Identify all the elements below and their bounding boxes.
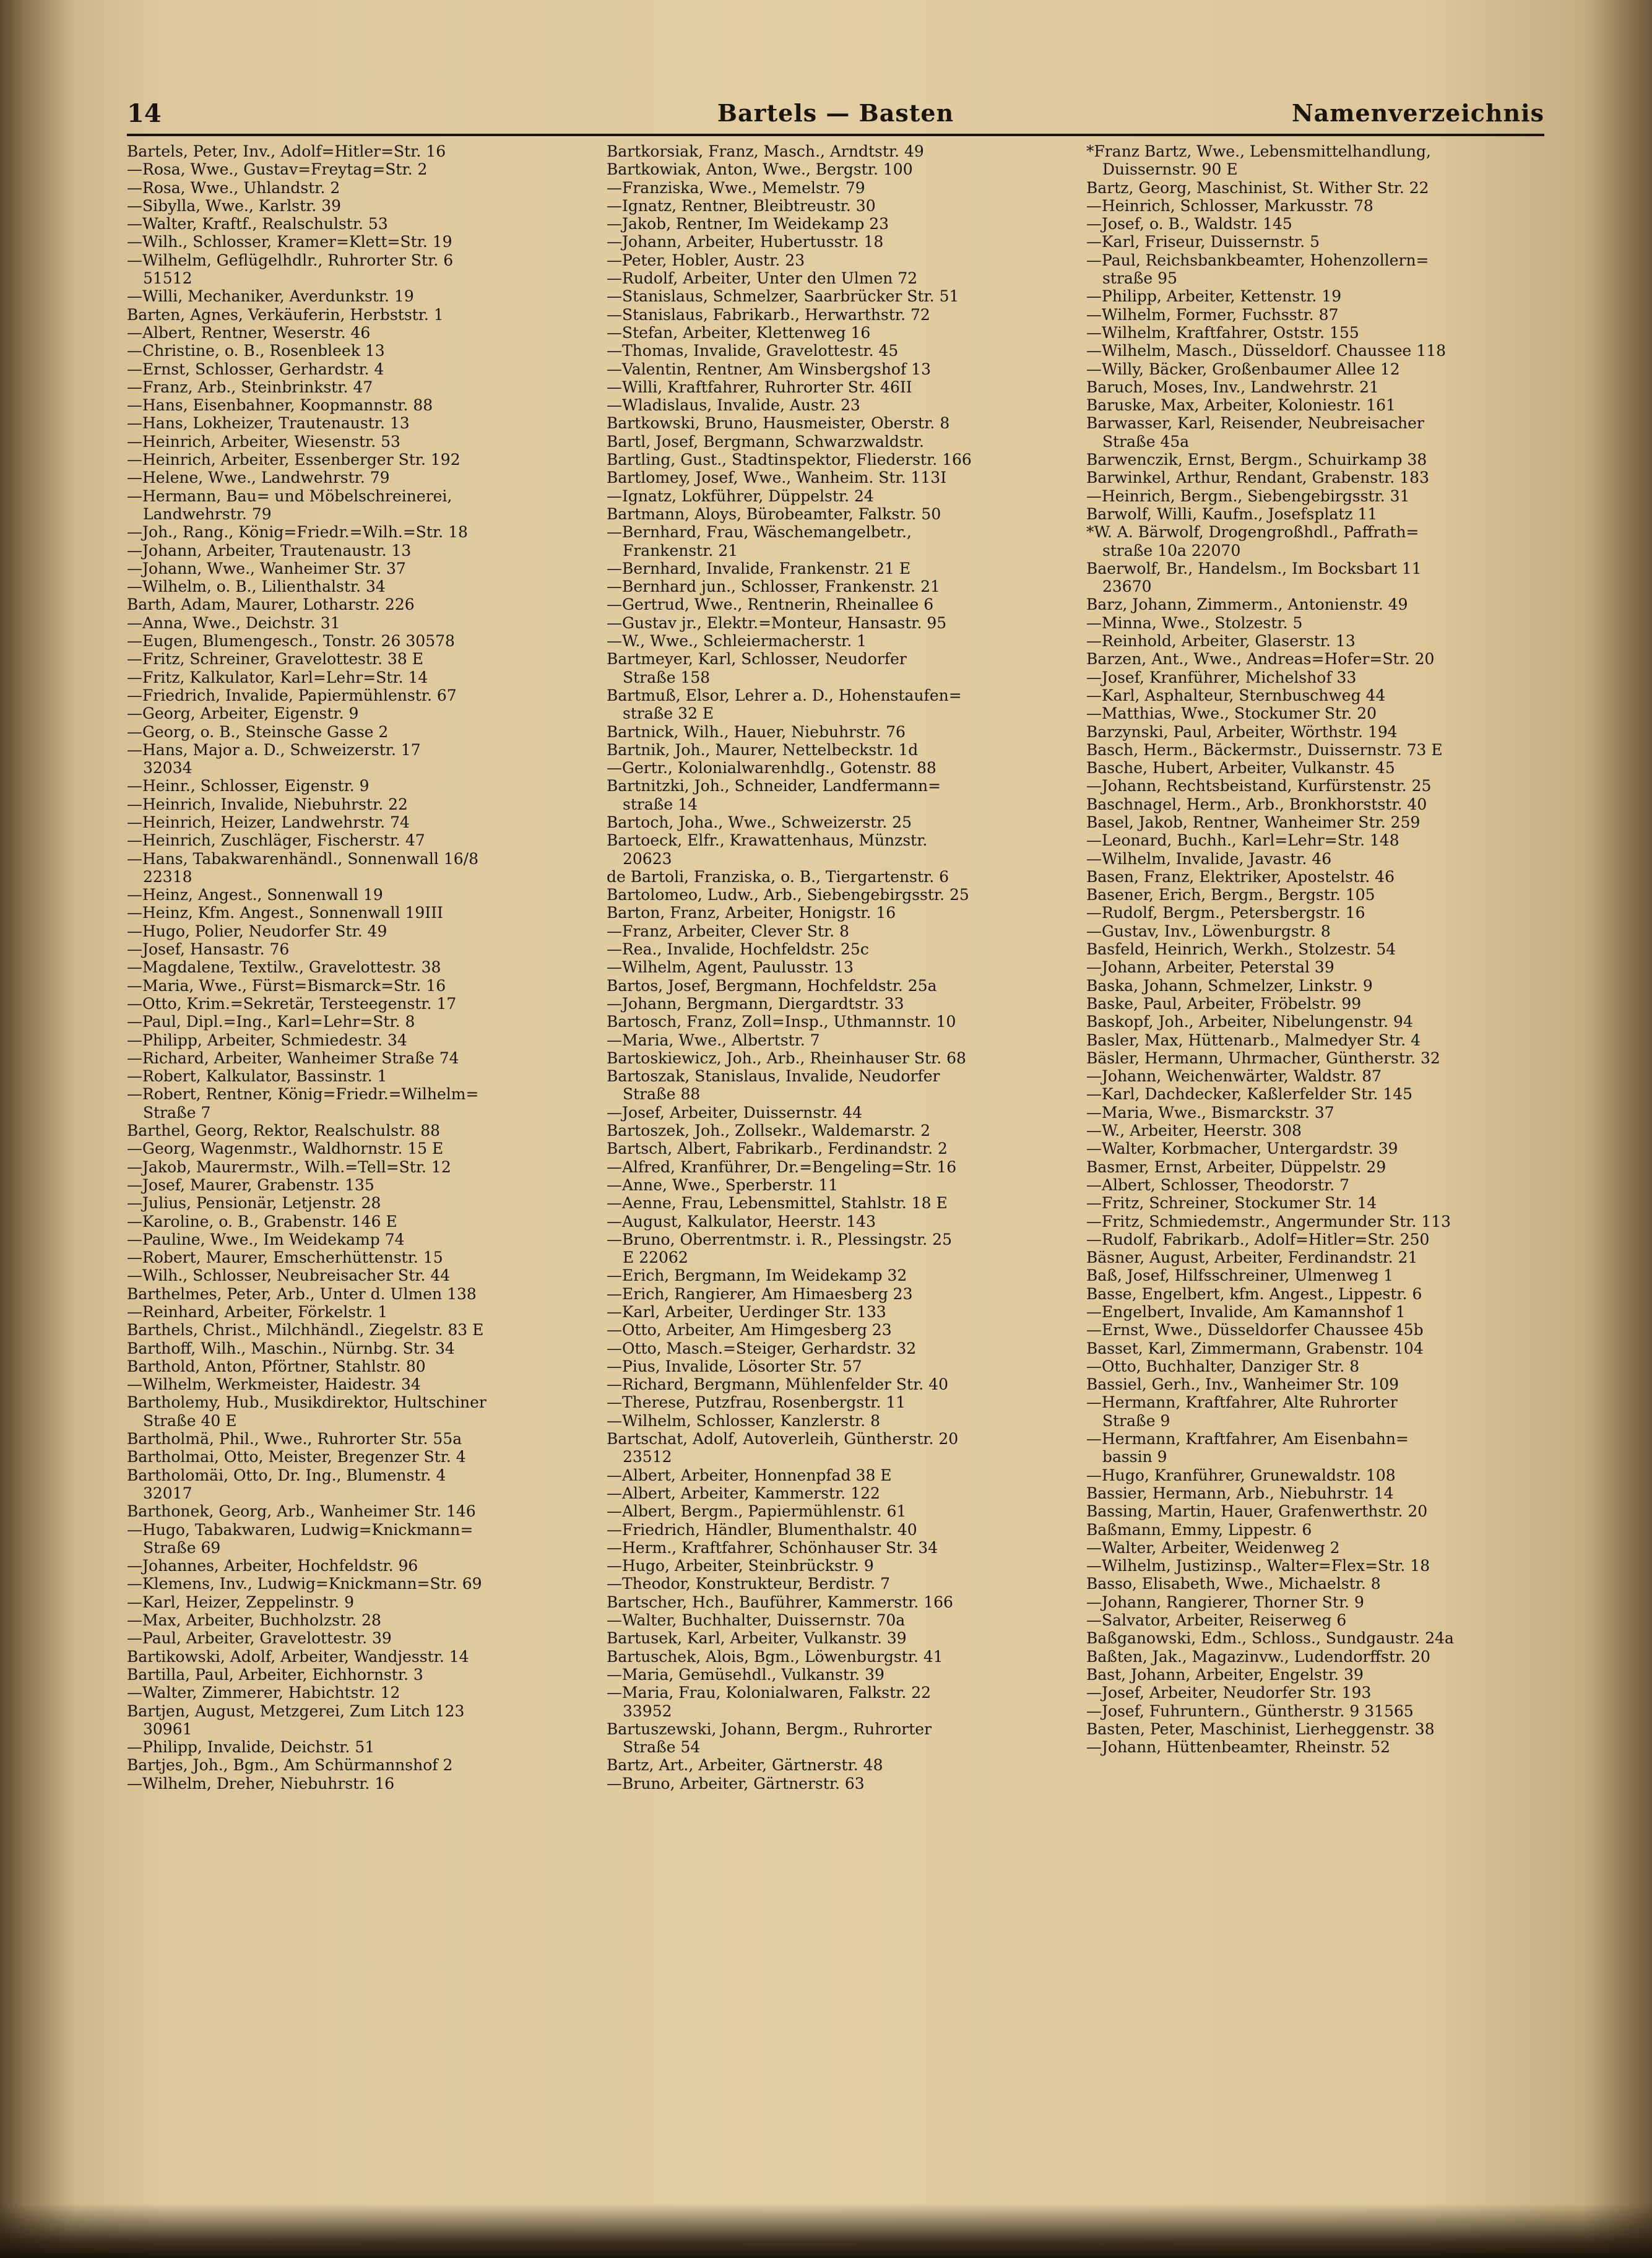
page-number: 14	[127, 99, 162, 128]
directory-entry: Bartuschek, Alois, Bgm., Löwenburgstr. 41	[607, 1647, 943, 1666]
directory-entry: —Herm., Kraftfahrer, Schönhauser Str. 34	[607, 1538, 938, 1557]
directory-entry: 30961	[143, 1719, 192, 1738]
directory-entry: —Johann, Arbeiter, Trautenaustr. 13	[127, 541, 412, 560]
section-title: Namenverzeichnis	[1291, 99, 1544, 127]
directory-entry: —Johann, Wwe., Wanheimer Str. 37	[127, 559, 406, 577]
directory-entry: —Thomas, Invalide, Gravelottestr. 45	[607, 342, 899, 360]
directory-entry: —Georg, o. B., Steinsche Gasse 2	[127, 722, 389, 741]
directory-entry: Baska, Johann, Schmelzer, Linkstr. 9	[1086, 976, 1373, 995]
directory-entry: Baßmann, Emmy, Lippestr. 6	[1086, 1520, 1312, 1539]
directory-entry: —Ignatz, Lokführer, Düppelstr. 24	[607, 487, 874, 505]
directory-entry: —Bernhard, Frau, Wäschemangelbetr.,	[607, 523, 912, 542]
directory-entry: —Walter, Zimmerer, Habichtstr. 12	[127, 1684, 400, 1702]
directory-entry: —Wilhelm, o. B., Lilienthalstr. 34	[127, 577, 386, 596]
directory-entry: straße 32 E	[623, 704, 714, 723]
column-1	[127, 142, 585, 1793]
directory-entry: Bartholmä, Phil., Wwe., Ruhrorter Str. 55a	[127, 1430, 462, 1448]
directory-entry: Bartels, Peter, Inv., Adolf=Hitler=Str. 16	[127, 142, 446, 160]
directory-entry: —Walter, Kraftf., Realschulstr. 53	[127, 215, 388, 233]
directory-entry: —Johann, Arbeiter, Hubertusstr. 18	[607, 233, 884, 251]
directory-entry: —Heinrich, Bergm., Siebengebirgsstr. 31	[1086, 487, 1410, 505]
directory-entry: straße 95	[1102, 269, 1177, 288]
directory-entry: Bartling, Gust., Stadtinspektor, Fliederstr. 166	[607, 451, 972, 469]
directory-entry: Barwenczik, Ernst, Bergm., Schuirkamp 38	[1086, 451, 1427, 469]
directory-entry: —Aenne, Frau, Lebensmittel, Stahlstr. 18 E	[607, 1194, 948, 1213]
directory-entry: —Valentin, Rentner, Am Winsbergshof 13	[607, 360, 931, 378]
directory-entry: —Julius, Pensionär, Letjenstr. 28	[127, 1194, 381, 1213]
directory-entry: E 22062	[623, 1248, 688, 1267]
directory-entry: —Paul, Dipl.=Ing., Karl=Lehr=Str. 8	[127, 1013, 415, 1031]
directory-entry: —Franz, Arbeiter, Clever Str. 8	[607, 922, 850, 940]
directory-entry: —Philipp, Arbeiter, Kettenstr. 19	[1086, 287, 1342, 306]
directory-entry: Bassing, Martin, Hauer, Grafenwerthstr. 20	[1086, 1502, 1428, 1521]
directory-entry: —Wilhelm, Invalide, Javastr. 46	[1086, 849, 1332, 868]
directory-entry: —Joh., Rang., König=Friedr.=Wilh.=Str. 18	[127, 523, 468, 542]
directory-entry: Barthold, Anton, Pförtner, Stahlstr. 80	[127, 1357, 426, 1375]
directory-entry: —Bruno, Oberrentmstr. i. R., Plessingstr. 25	[607, 1230, 952, 1248]
directory-entry: —Bernhard, Invalide, Frankenstr. 21 E	[607, 559, 911, 577]
directory-entry: Baruch, Moses, Inv., Landwehrstr. 21	[1086, 378, 1379, 396]
directory-entry: —Josef, Arbeiter, Duissernstr. 44	[607, 1103, 863, 1122]
directory-entry: —Willy, Bäcker, Großenbaumer Allee 12	[1086, 360, 1400, 378]
directory-entry: *Franz Bartz, Wwe., Lebensmittelhandlung,	[1086, 142, 1431, 160]
column-3	[1086, 142, 1544, 1756]
directory-entry: Barwasser, Karl, Reisender, Neubreisacher	[1086, 414, 1424, 433]
directory-entry: Bassier, Hermann, Arb., Niebuhrstr. 14	[1086, 1484, 1394, 1502]
directory-entry: —August, Kalkulator, Heerstr. 143	[607, 1212, 876, 1231]
directory-entry: Bartoch, Joha., Wwe., Schweizerstr. 25	[607, 813, 912, 831]
directory-entry: Baß, Josef, Hilfsschreiner, Ulmenweg 1	[1086, 1266, 1394, 1285]
directory-entry: —Alfred, Kranführer, Dr.=Bengeling=Str. 16	[607, 1157, 957, 1176]
directory-entry: —Wilh., Schlosser, Neubreisacher Str. 44	[127, 1266, 451, 1285]
directory-entry: —Franz, Arb., Steinbrinkstr. 47	[127, 378, 373, 396]
directory-entry: —Fritz, Schreiner, Stockumer Str. 14	[1086, 1194, 1377, 1213]
directory-entry: Bartschat, Adolf, Autoverleih, Güntherstr. 20	[607, 1430, 959, 1448]
directory-entry: Barwolf, Willi, Kaufm., Josefsplatz 11	[1086, 504, 1378, 523]
directory-entry: —Gertrud, Wwe., Rentnerin, Rheinallee 6	[607, 595, 934, 614]
directory-entry: 23670	[1102, 577, 1152, 596]
directory-entry: Bartkowiak, Anton, Wwe., Bergstr. 100	[607, 160, 913, 179]
directory-entry: —Paul, Arbeiter, Gravelottestr. 39	[127, 1629, 392, 1648]
directory-entry: —Heinz, Kfm. Angest., Sonnenwall 19III	[127, 904, 443, 922]
directory-entry: —Anne, Wwe., Sperberstr. 11	[607, 1175, 839, 1194]
directory-entry: —Helene, Wwe., Landwehrstr. 79	[127, 469, 390, 487]
directory-entry: Bartuszewski, Johann, Bergm., Ruhrorter	[607, 1719, 932, 1738]
directory-entry: Bartolomeo, Ludw., Arb., Siebengebirgsstr. 25	[607, 886, 969, 904]
directory-entry: —Bruno, Arbeiter, Gärtnerstr. 63	[607, 1774, 865, 1793]
directory-entry: de Bartoli, Franziska, o. B., Tiergartenstr. 6	[607, 867, 949, 886]
directory-entry: Bartmann, Aloys, Bürobeamter, Falkstr. 50	[607, 504, 941, 523]
directory-entry: Basfeld, Heinrich, Werkh., Stolzestr. 54	[1086, 940, 1396, 959]
directory-entry: —Johann, Bergmann, Diergardtstr. 33	[607, 994, 904, 1013]
directory-entry: —Pius, Invalide, Lösorter Str. 57	[607, 1357, 862, 1375]
directory-entry: —Friedrich, Invalide, Papiermühlenstr. 67	[127, 686, 457, 704]
directory-entry: Baschnagel, Herm., Arb., Bronkhorststr. 40	[1086, 795, 1427, 813]
directory-entry: Baskopf, Joh., Arbeiter, Nibelungenstr. 94	[1086, 1013, 1413, 1031]
directory-entry: Barten, Agnes, Verkäuferin, Herbststr. 1	[127, 305, 444, 324]
directory-entry: —Wilhelm, Agent, Paulusstr. 13	[607, 958, 854, 977]
directory-entry: —W., Wwe., Schleiermacherstr. 1	[607, 632, 867, 651]
directory-entry: Bartl, Josef, Bergmann, Schwarzwaldstr.	[607, 432, 924, 451]
directory-entry: —Paul, Reichsbankbeamter, Hohenzollern=	[1086, 251, 1429, 269]
directory-entry: —Willi, Kraftfahrer, Ruhrorter Str. 46II	[607, 378, 912, 396]
directory-entry: —Maria, Gemüsehdl., Vulkanstr. 39	[607, 1665, 884, 1684]
directory-entry: —Heinz, Angest., Sonnenwall 19	[127, 886, 383, 904]
directory-entry: —Wladislaus, Invalide, Austr. 23	[607, 396, 860, 415]
page-edge-shadow	[0, 2204, 1652, 2258]
directory-entry: —Christine, o. B., Rosenbleek 13	[127, 342, 385, 360]
directory-entry: —Engelbert, Invalide, Am Kamannshof 1	[1086, 1303, 1406, 1321]
directory-entry: Straße 69	[143, 1538, 221, 1557]
directory-entry: Straße 45a	[1102, 432, 1190, 451]
directory-entry: —Gustav, Inv., Löwenburgstr. 8	[1086, 922, 1331, 940]
directory-entry: —Wilhelm, Justizinsp., Walter=Flex=Str. 18	[1086, 1557, 1430, 1575]
directory-entry: —Philipp, Arbeiter, Schmiedestr. 34	[127, 1031, 407, 1049]
running-head: Bartels — Basten	[717, 99, 954, 127]
directory-entry: —Fritz, Schmiedemstr., Angermunder Str. 113	[1086, 1212, 1451, 1231]
directory-entry: Bartjen, August, Metzgerei, Zum Litch 123	[127, 1702, 465, 1720]
directory-entry: —Reinhold, Arbeiter, Glaserstr. 13	[1086, 632, 1356, 651]
directory-entry: straße 10a 22070	[1102, 541, 1241, 560]
directory-entry: —Ernst, Wwe., Düsseldorfer Chaussee 45b	[1086, 1321, 1424, 1339]
directory-entry: —Albert, Rentner, Weserstr. 46	[127, 323, 371, 342]
directory-entry: —Hermann, Bau= und Möbelschreinerei,	[127, 487, 452, 505]
directory-entry: Barthels, Christ., Milchhändl., Ziegelstr. 83 E	[127, 1321, 484, 1339]
directory-entry: —Salvator, Arbeiter, Reiserweg 6	[1086, 1611, 1347, 1630]
directory-entry: Basse, Engelbert, kfm. Angest., Lippestr. 6	[1086, 1284, 1422, 1303]
directory-entry: —Willi, Mechaniker, Averdunkstr. 19	[127, 287, 414, 306]
directory-entry: —Erich, Rangierer, Am Himaesberg 23	[607, 1284, 913, 1303]
directory-entry: Bartoskiewicz, Joh., Arb., Rheinhauser Str. 68	[607, 1049, 966, 1067]
directory-entry: 20623	[623, 849, 672, 868]
directory-entry: —Maria, Wwe., Bismarckstr. 37	[1086, 1103, 1334, 1122]
directory-entry: —Josef, Kranführer, Michelshof 33	[1086, 668, 1357, 686]
directory-entry: —Franziska, Wwe., Memelstr. 79	[607, 178, 865, 197]
directory-entry: Bartmeyer, Karl, Schlosser, Neudorfer	[607, 650, 907, 668]
directory-entry: —Stanislaus, Fabrikarb., Herwarthstr. 72	[607, 305, 930, 324]
directory-entry: Bartoszak, Stanislaus, Invalide, Neudorfer	[607, 1067, 940, 1086]
directory-entry: Baruske, Max, Arbeiter, Koloniestr. 161	[1086, 396, 1396, 415]
directory-entry: —Rea., Invalide, Hochfeldstr. 25c	[607, 940, 869, 959]
directory-entry: —Rosa, Wwe., Uhlandstr. 2	[127, 178, 340, 197]
directory-entry: —Johann, Rechtsbeistand, Kurfürstenstr. 25	[1086, 777, 1432, 795]
directory-entry: —Hugo, Polier, Neudorfer Str. 49	[127, 922, 387, 940]
directory-entry: —Maria, Wwe., Albertstr. 7	[607, 1031, 820, 1049]
directory-entry: Straße 7	[143, 1103, 211, 1122]
directory-entry: Bartos, Josef, Bergmann, Hochfeldstr. 25a	[607, 976, 937, 995]
directory-entry: Basso, Elisabeth, Wwe., Michaelstr. 8	[1086, 1575, 1381, 1593]
directory-entry: 23512	[623, 1448, 672, 1466]
directory-entry: —Jakob, Rentner, Im Weidekamp 23	[607, 215, 889, 233]
directory-entry: Barwinkel, Arthur, Rendant, Grabenstr. 183	[1086, 469, 1429, 487]
directory-entry: —Eugen, Blumengesch., Tonstr. 26 30578	[127, 632, 455, 651]
directory-entry: Bartnitzki, Joh., Schneider, Landfermann=	[607, 777, 941, 795]
directory-entry: Bartosch, Franz, Zoll=Insp., Uthmannstr. 10	[607, 1013, 956, 1031]
directory-entry: —Richard, Bergmann, Mühlenfelder Str. 40	[607, 1375, 949, 1394]
directory-entry: Basche, Hubert, Arbeiter, Vulkanstr. 45	[1086, 759, 1395, 777]
directory-entry: —Heinrich, Zuschläger, Fischerstr. 47	[127, 831, 425, 850]
directory-entry: 32017	[143, 1484, 192, 1502]
directory-entry: —Gustav jr., Elektr.=Monteur, Hansastr. 95	[607, 613, 947, 632]
directory-entry: —Wilhelm, Masch., Düsseldorf. Chaussee 118	[1086, 342, 1447, 360]
directory-entry: —Therese, Putzfrau, Rosenbergstr. 11	[607, 1393, 906, 1412]
directory-entry: Bartkowski, Bruno, Hausmeister, Oberstr. 8	[607, 414, 950, 433]
directory-entry: —Bernhard jun., Schlosser, Frankenstr. 21	[607, 577, 940, 596]
directory-entry: —Friedrich, Händler, Blumenthalstr. 40	[607, 1520, 917, 1539]
directory-entry: —Albert, Schlosser, Theodorstr. 7	[1086, 1175, 1350, 1194]
directory-entry: Barthel, Georg, Rektor, Realschulstr. 88	[127, 1122, 441, 1140]
directory-entry: Basel, Jakob, Rentner, Wanheimer Str. 259	[1086, 813, 1421, 831]
directory-entry: —Karoline, o. B., Grabenstr. 146 E	[127, 1212, 397, 1231]
directory-entry: —Heinrich, Heizer, Landwehrstr. 74	[127, 813, 410, 831]
directory-entry: —Johann, Weichenwärter, Waldstr. 87	[1086, 1067, 1382, 1086]
directory-entry: Bartmuß, Elsor, Lehrer a. D., Hohenstaufen=	[607, 686, 962, 704]
directory-entry: —Heinrich, Arbeiter, Essenberger Str. 192	[127, 451, 461, 469]
directory-entry: Basler, Max, Hüttenarb., Malmedyer Str. 4	[1086, 1031, 1421, 1049]
directory-entry: Bartkorsiak, Franz, Masch., Arndtstr. 49	[607, 142, 924, 160]
directory-entry: *W. A. Bärwolf, Drogengroßhdl., Paffrath=	[1086, 523, 1419, 542]
directory-entry: Barth, Adam, Maurer, Lotharstr. 226	[127, 595, 415, 614]
directory-entry: —Josef, o. B., Waldstr. 145	[1086, 215, 1292, 233]
directory-entry: Bartjes, Joh., Bgm., Am Schürmannshof 2	[127, 1756, 453, 1775]
directory-entry: 32034	[143, 759, 192, 777]
directory-entry: Bartholemy, Hub., Musikdirektor, Hultschiner	[127, 1393, 487, 1412]
directory-entry: —Albert, Arbeiter, Kammerstr. 122	[607, 1484, 880, 1502]
directory-entry: —Heinrich, Schlosser, Markusstr. 78	[1086, 196, 1373, 215]
directory-entry: —Johannes, Arbeiter, Hochfeldstr. 96	[127, 1557, 418, 1575]
directory-entry: —Heinrich, Invalide, Niebuhrstr. 22	[127, 795, 408, 813]
directory-entry: Bartholmai, Otto, Meister, Bregenzer Str. 4	[127, 1448, 466, 1466]
directory-entry: —Fritz, Schreiner, Gravelottestr. 38 E	[127, 650, 424, 668]
directory-entry: —Peter, Hobler, Austr. 23	[607, 251, 805, 269]
directory-entry: —Max, Arbeiter, Buchholzstr. 28	[127, 1611, 381, 1630]
directory-entry: Basset, Karl, Zimmermann, Grabenstr. 104	[1086, 1339, 1424, 1357]
directory-entry: Bartholomäi, Otto, Dr. Ing., Blumenstr. 4	[127, 1466, 446, 1484]
directory-entry: —Maria, Frau, Kolonialwaren, Falkstr. 22	[607, 1684, 932, 1702]
directory-entry: Bäsler, Hermann, Uhrmacher, Güntherstr. 32	[1086, 1049, 1440, 1067]
directory-entry: —Ignatz, Rentner, Bleibtreustr. 30	[607, 196, 876, 215]
directory-entry: Bassiel, Gerh., Inv., Wanheimer Str. 109	[1086, 1375, 1399, 1394]
directory-entry: —Otto, Buchhalter, Danziger Str. 8	[1086, 1357, 1360, 1375]
directory-entry: —Reinhard, Arbeiter, Förkelstr. 1	[127, 1303, 388, 1321]
directory-entry: —Johann, Rangierer, Thorner Str. 9	[1086, 1593, 1364, 1611]
directory-entry: —Karl, Arbeiter, Uerdinger Str. 133	[607, 1303, 886, 1321]
directory-entry: —Johann, Hüttenbeamter, Rheinstr. 52	[1086, 1738, 1391, 1757]
directory-entry: —Josef, Hansastr. 76	[127, 940, 290, 959]
directory-entry: —Robert, Kalkulator, Bassinstr. 1	[127, 1067, 387, 1086]
page-content	[127, 99, 1544, 1793]
directory-entry: Barthelmes, Peter, Arb., Unter d. Ulmen 138	[127, 1284, 477, 1303]
directory-entry: bassin 9	[1102, 1448, 1167, 1466]
directory-entry: —Hugo, Tabakwaren, Ludwig=Knickmann=	[127, 1520, 474, 1539]
directory-entry: Barzen, Ant., Wwe., Andreas=Hofer=Str. 20	[1086, 650, 1435, 668]
directory-entry: Basener, Erich, Bergm., Bergstr. 105	[1086, 886, 1375, 904]
directory-entry: Bartoszek, Joh., Zollsekr., Waldemarstr. 2	[607, 1122, 931, 1140]
directory-entry: —Wilhelm, Geflügelhdlr., Ruhrorter Str. 6	[127, 251, 454, 269]
directory-entry: —Hans, Lokheizer, Trautenaustr. 13	[127, 414, 410, 433]
directory-entry: Bartnik, Joh., Maurer, Nettelbeckstr. 1d	[607, 740, 919, 759]
directory-entry: —Hans, Major a. D., Schweizerstr. 17	[127, 740, 421, 759]
directory-entry: —Hermann, Kraftfahrer, Am Eisenbahn=	[1086, 1430, 1409, 1448]
directory-entry: —Otto, Arbeiter, Am Himgesberg 23	[607, 1321, 892, 1339]
directory-entry: —Klemens, Inv., Ludwig=Knickmann=Str. 69	[127, 1575, 482, 1593]
directory-entry: —Leonard, Buchh., Karl=Lehr=Str. 148	[1086, 831, 1399, 850]
directory-entry: —Otto, Krim.=Sekretär, Tersteegenstr. 17	[127, 994, 457, 1013]
directory-entry: Bartilla, Paul, Arbeiter, Eichhornstr. 3	[127, 1665, 423, 1684]
directory-entry: —Rudolf, Arbeiter, Unter den Ulmen 72	[607, 269, 918, 288]
directory-entry: —Walter, Arbeiter, Weidenweg 2	[1086, 1538, 1340, 1557]
directory-entry: Barzynski, Paul, Arbeiter, Wörthstr. 194	[1086, 722, 1398, 741]
directory-entry: Frankenstr. 21	[623, 541, 738, 560]
directory-entry: Landwehrstr. 79	[143, 504, 272, 523]
directory-entry: —Maria, Wwe., Fürst=Bismarck=Str. 16	[127, 976, 446, 995]
directory-entry: Baßganowski, Edm., Schloss., Sundgaustr. 24a	[1086, 1629, 1454, 1648]
directory-entry: —Richard, Arbeiter, Wanheimer Straße 74	[127, 1049, 459, 1067]
directory-entry: —Wilhelm, Former, Fuchsstr. 87	[1086, 305, 1339, 324]
directory-entry: Bartusek, Karl, Arbeiter, Vulkanstr. 39	[607, 1629, 907, 1648]
directory-entry: —Albert, Arbeiter, Honnenpfad 38 E	[607, 1466, 892, 1484]
directory-entry: 51512	[143, 269, 192, 288]
directory-entry: —Hugo, Kranführer, Grunewaldstr. 108	[1086, 1466, 1396, 1484]
directory-entry: 33952	[623, 1702, 672, 1720]
directory-entry: Basch, Herm., Bäckermstr., Duissernstr. 73 E	[1086, 740, 1443, 759]
directory-entry: —Robert, Maurer, Emscherhüttenstr. 15	[127, 1248, 443, 1267]
directory-entry: Straße 54	[623, 1738, 701, 1757]
directory-entry: Bartikowski, Adolf, Arbeiter, Wandjesstr. 14	[127, 1647, 469, 1666]
directory-entry: —Gertr., Kolonialwarenhdlg., Gotenstr. 88	[607, 759, 936, 777]
directory-entry: Basten, Peter, Maschinist, Lierheggenstr. 38	[1086, 1719, 1435, 1738]
directory-entry: —Heinrich, Arbeiter, Wiesenstr. 53	[127, 432, 400, 451]
directory-entry: Bartscher, Hch., Bauführer, Kammerstr. 166	[607, 1593, 953, 1611]
directory-entry: Bartz, Art., Arbeiter, Gärtnerstr. 48	[607, 1756, 883, 1775]
directory-entry: Bartoeck, Elfr., Krawattenhaus, Münzstr.	[607, 831, 928, 850]
directory-entry: Straße 40 E	[143, 1411, 237, 1430]
directory-entry: Bartz, Georg, Maschinist, St. Wither Str. 22	[1086, 178, 1429, 197]
directory-entry: —Pauline, Wwe., Im Weidekamp 74	[127, 1230, 405, 1248]
directory-entry: —Fritz, Kalkulator, Karl=Lehr=Str. 14	[127, 668, 428, 686]
directory-entry: Bäsner, August, Arbeiter, Ferdinandstr. 21	[1086, 1248, 1418, 1267]
directory-entry: Basmer, Ernst, Arbeiter, Düppelstr. 29	[1086, 1157, 1386, 1176]
directory-entry: —Hermann, Kraftfahrer, Alte Ruhrorter	[1086, 1393, 1398, 1412]
directory-entry: —Josef, Arbeiter, Neudorfer Str. 193	[1086, 1684, 1372, 1702]
directory-entry: —Walter, Korbmacher, Untergardstr. 39	[1086, 1140, 1398, 1158]
directory-entry: —Wilhelm, Dreher, Niebuhrstr. 16	[127, 1774, 395, 1793]
directory-entry: Barz, Johann, Zimmerm., Antonienstr. 49	[1086, 595, 1408, 614]
directory-entry: —Wilhelm, Schlosser, Kanzlerstr. 8	[607, 1411, 881, 1430]
column-2	[607, 142, 1065, 1793]
directory-entry: —Rudolf, Fabrikarb., Adolf=Hitler=Str. 250	[1086, 1230, 1430, 1248]
directory-entry: 22318	[143, 867, 192, 886]
directory-entry: —Anna, Wwe., Deichstr. 31	[127, 613, 340, 632]
directory-entry: —Johann, Arbeiter, Peterstal 39	[1086, 958, 1334, 977]
directory-entry: Straße 158	[623, 668, 711, 686]
directory-entry: —Sibylla, Wwe., Karlstr. 39	[127, 196, 342, 215]
directory-entry: —Rudolf, Bergm., Petersbergstr. 16	[1086, 904, 1365, 922]
directory-entry: —Georg, Arbeiter, Eigenstr. 9	[127, 704, 359, 723]
directory-entry: straße 14	[623, 795, 698, 813]
directory-entry: —Philipp, Invalide, Deichstr. 51	[127, 1738, 375, 1757]
directory-entry: Straße 88	[623, 1085, 701, 1104]
directory-entry: —Wilhelm, Kraftfahrer, Oststr. 155	[1086, 323, 1359, 342]
directory-entry: —Matthias, Wwe., Stockumer Str. 20	[1086, 704, 1377, 723]
directory-entry: —Wilh., Schlosser, Kramer=Klett=Str. 19	[127, 233, 452, 251]
directory-entry: —Minna, Wwe., Stolzestr. 5	[1086, 613, 1303, 632]
directory-entry: —Karl, Asphalteur, Sternbuschweg 44	[1086, 686, 1386, 704]
directory-entry: Barthonek, Georg, Arb., Wanheimer Str. 146	[127, 1502, 476, 1521]
directory-entry: Bartsch, Albert, Fabrikarb., Ferdinandstr. 2	[607, 1140, 948, 1158]
directory-entry: Barthoff, Wilh., Maschin., Nürnbg. Str. 34	[127, 1339, 455, 1357]
directory-entry: —Walter, Buchhalter, Duissernstr. 70a	[607, 1611, 906, 1630]
directory-entry: —Stefan, Arbeiter, Klettenweg 16	[607, 323, 871, 342]
directory-entry: —Josef, Fuhruntern., Güntherstr. 9 31565	[1086, 1702, 1414, 1720]
directory-entry: Baerwolf, Br., Handelsm., Im Bocksbart 11	[1086, 559, 1422, 577]
directory-entry: Basen, Franz, Elektriker, Apostelstr. 46	[1086, 867, 1395, 886]
directory-entry: —Ernst, Schlosser, Gerhardstr. 4	[127, 360, 384, 378]
directory-entry: Baßten, Jak., Magazinvw., Ludendorffstr. 20	[1086, 1647, 1430, 1666]
directory-entry: —Albert, Bergm., Papiermühlenstr. 61	[607, 1502, 907, 1521]
directory-entry: Baske, Paul, Arbeiter, Fröbelstr. 99	[1086, 994, 1362, 1013]
directory-entry: Bast, Johann, Arbeiter, Engelstr. 39	[1086, 1665, 1364, 1684]
directory-entry: —Rosa, Wwe., Gustav=Freytag=Str. 2	[127, 160, 428, 179]
directory-entry: —Georg, Wagenmstr., Waldhornstr. 15 E	[127, 1140, 444, 1158]
directory-entry: —Karl, Heizer, Zeppelinstr. 9	[127, 1593, 355, 1611]
directory-entry: —Heinr., Schlosser, Eigenstr. 9	[127, 777, 370, 795]
directory-entry: —Magdalene, Textilw., Gravelottestr. 38	[127, 958, 441, 977]
directory-entry: Bartlomey, Josef, Wwe., Wanheim. Str. 113I	[607, 469, 947, 487]
page-header	[127, 99, 1544, 136]
directory-entry: Duissernstr. 90 E	[1102, 160, 1238, 179]
directory-entry: —Otto, Masch.=Steiger, Gerhardstr. 32	[607, 1339, 917, 1357]
directory-entry: —Hans, Eisenbahner, Koopmannstr. 88	[127, 396, 433, 415]
directory-entry: Bartnick, Wilh., Hauer, Niebuhrstr. 76	[607, 722, 906, 741]
directory-entry: —Robert, Rentner, König=Friedr.=Wilhelm=	[127, 1085, 479, 1104]
directory-entry: Barton, Franz, Arbeiter, Honigstr. 16	[607, 904, 896, 922]
directory-entry: —Wilhelm, Werkmeister, Haidestr. 34	[127, 1375, 421, 1394]
directory-entry: —Karl, Friseur, Duissernstr. 5	[1086, 233, 1320, 251]
directory-entry: —Karl, Dachdecker, Kaßlerfelder Str. 145	[1086, 1085, 1413, 1104]
directory-entry: —Josef, Maurer, Grabenstr. 135	[127, 1175, 374, 1194]
directory-entry: —Hugo, Arbeiter, Steinbrückstr. 9	[607, 1557, 874, 1575]
directory-entry: —Theodor, Konstrukteur, Berdistr. 7	[607, 1575, 891, 1593]
directory-entry: —Erich, Bergmann, Im Weidekamp 32	[607, 1266, 907, 1285]
directory-entry: —Stanislaus, Schmelzer, Saarbrücker Str. 51	[607, 287, 959, 306]
directory-entry: Straße 9	[1102, 1411, 1170, 1430]
directory-entry: —W., Arbeiter, Heerstr. 308	[1086, 1122, 1302, 1140]
directory-entry: —Jakob, Maurermstr., Wilh.=Tell=Str. 12	[127, 1157, 451, 1176]
directory-entry: —Hans, Tabakwarenhändl., Sonnenwall 16/8	[127, 849, 478, 868]
